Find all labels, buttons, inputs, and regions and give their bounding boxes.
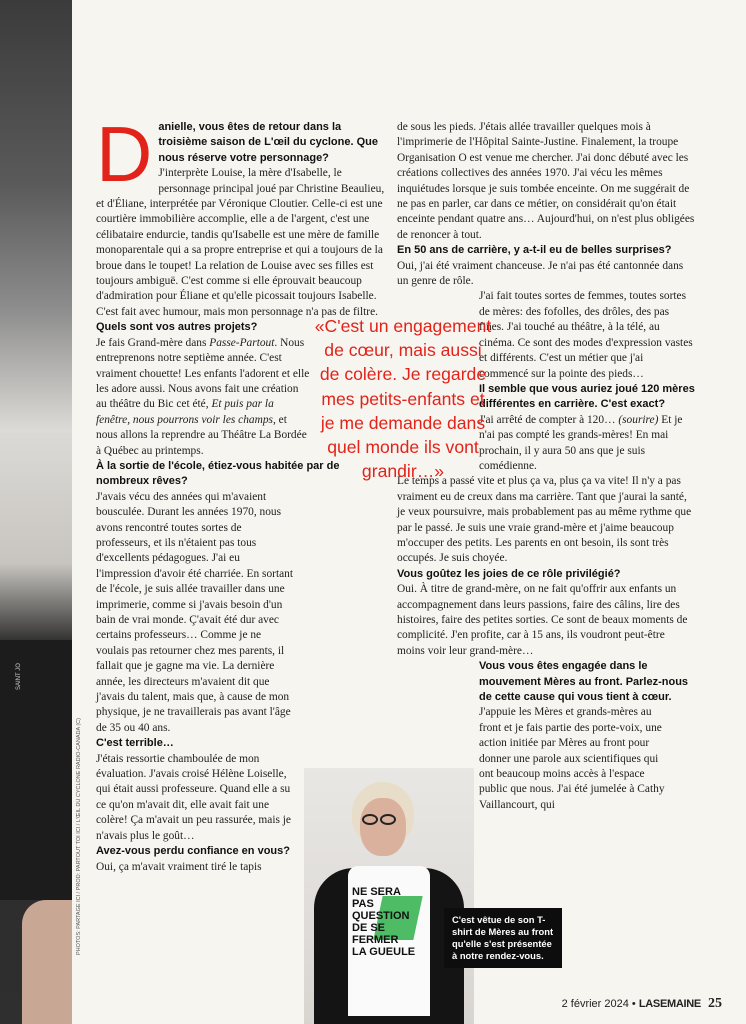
drop-cap: D	[96, 110, 153, 198]
answer-2-title: Passe-Partout	[209, 336, 275, 349]
question-5: Avez-vous perdu confiance en vous?	[96, 845, 290, 858]
page-number: 25	[708, 996, 722, 1011]
answer-9: J'appuie les Mères et grands-mères au front et je fais partie des porte-voix, une action initiée par Mères au front pour donner une parole aux scientifiques qui ont beaucoup moins accès à l'espace public que nous. J'ai été jumelée à Cathy Vaillancourt, qui	[479, 706, 665, 811]
page-footer	[562, 996, 722, 1012]
answer-4: J'étais ressortie chamboulée de mon évaluation. J'avais croisé Hélène Loiselle, qui était aussi professeure. Quand elle a su ce qu'on m'avait dit, elle avait fait une colère! Ça m'avait un peu rassurée, mais je n'avais plus le goût…	[96, 752, 291, 842]
answer-7: Le temps a passé vite et plus ça va, plus ça va vite! Il n'y a pas vraiment eu de creux dans ma carrière. Tant que j'aurai la santé, je veux poursuivre, mais probablement pas au même rythme que par le passé. Je suis une vraie grand-mère et j'aime beaucoup m'occuper des petits. Les parents en ont besoin, ils sont très occupés. Je suis choyée.	[397, 475, 692, 565]
portrait-photo	[304, 768, 474, 1024]
photo-credits: PHOTOS: PARTAGE ICI / PROD: PARTOUT TOI ICI / L'ŒIL DU CYCLONE RADIO-CANADA (C)	[76, 718, 82, 955]
glasses-icon	[362, 812, 404, 824]
question-2: Quels sont vos autres projets?	[96, 321, 258, 334]
tshirt-slogan: NE SERA PAS QUESTION DE SE FERMER LA GUEULE	[352, 886, 416, 958]
question-8: Vous goûtez les joies de ce rôle privilégié?	[397, 567, 621, 580]
answer-2: Je fais Grand-mère dans Passe-Partout. Nous entreprenons notre septième année. C'est vraiment chouette! Les enfants l'adorent et elle les adore aussi. Nous avons fait une création au théâtre du Bic cet été, Et puis par la fenêtre, nous pourrons voir les champs, et nous allons la reprendre au Théâtre La Bordée à Québec au printemps.	[96, 336, 310, 457]
answer-6: J'ai fait toutes sortes de femmes, toutes sortes de mères: des fofolles, des drôles, des pas fines. J'ai touché au théâtre, à la télé, au cinéma. Ce sont des modes d'expression vastes et différents. C'est un métier que j'ai commencé sur la pointe des pieds…	[479, 290, 693, 380]
answer-1: J'interprète Louise, la mère d'Isabelle, le personnage principal joué par Christine Beaulieu, et d'Éliane, interprétée par Véronique Cloutier. Celle-ci est une courtière immobilière accomplie, elle a de l'argent, c'est une célibataire endurcie, tandis qu'Isabelle est une mère de famille monoparentale qui a sa propre entreprise et qui a toujours de la broue dans le toupet! La relation de Louise avec ses filles est toujours ambiguë. C'est comme si elle éprouvait beaucoup d'admiration pour Éliane et qu'elle picossait toujours Isabelle. C'est fait avec humour, mais mon personnage n'a pas de filtre.	[96, 167, 385, 318]
article-column-1	[96, 110, 392, 875]
side-photo-strip	[0, 0, 72, 1024]
answer-6-lead: Oui, j'ai été vraiment chanceuse. Je n'ai pas été cantonnée dans un genre de rôle.	[397, 259, 684, 288]
strip-hand	[22, 900, 72, 1024]
pull-quote: «C'est un engagement de cœur, mais aussi de colère. Je regarde mes petits-enfants et je me demande dans quel monde ils vont grandir…»	[314, 316, 492, 482]
question-3: À la sortie de l'école, étiez-vous habitée par de nombreux rêves?	[96, 459, 340, 488]
question-7: Il semble que vous auriez joué 120 mères différentes en carrière. C'est exact?	[479, 382, 695, 411]
answer-2-play-title: Et puis par la fenêtre, nous pourrons voir les champs,	[96, 398, 276, 426]
footer-separator: •	[631, 998, 636, 1010]
answer-3: J'avais vécu des années qui m'avaient bousculée. Durant les années 1970, nous avons rencontré toutes sortes de professeurs, et ils n'étaient pas tous d'excellents pédagogues. J'ai eu l'impression d'avoir été charriée. En sortant de l'école, je suis allée travailler dans une imprimerie, comme si j'avais besoin d'un bain de vrai monde. Ç'avait été dur avec certains professeurs… Comme je ne voulais pas retourner chez mes parents, il fallait que je gagne ma vie. La dernière année, les directeurs m'avaient dit que j'avais du talent, mais que, à cause de mon physique, je ne travaillerais pas avant l'âge de 35 ou 40 ans.	[96, 490, 294, 734]
strip-shirt-text: SAINT JO	[16, 663, 22, 690]
question-9: Vous vous êtes engagée dans le mouvement Mères au front. Parlez-nous de cette cause qui vous tient à cœur.	[479, 660, 689, 704]
question-1: anielle, vous êtes de retour dans la troisième saison de L'œil du cyclone. Que nous réserve votre personnage?	[158, 121, 378, 164]
answer-5-continued: de sous les pieds. J'étais allée travailler quelques mois à l'imprimerie de l'Hôpital Sainte-Justine. Finalement, la troupe Organisation O est venue me chercher. J'ai donc débuté avec les créations collectives des années 1970. J'ai vécu les mêmes inquiétudes lorsque je suis tombée enceinte. On me suggérait de ne pas en parler, car dans ce métier, on considérait qu'on était enceinte pendant quatre ans… Aujourd'hui, on n'est plus obligées de renoncer à tout.	[397, 121, 695, 241]
photo-caption: C'est vêtue de son T-shirt de Mères au front qu'elle s'est présentée à notre rendez-vous.	[444, 908, 562, 968]
issue-date: 2 février 2024	[561, 998, 629, 1010]
photo-face	[360, 798, 406, 856]
question-4: C'est terrible…	[96, 737, 174, 750]
strip-shirt	[0, 640, 72, 900]
question-6: En 50 ans de carrière, y a-t-il eu de belles surprises?	[397, 244, 672, 257]
answer-7-side: J'ai arrêté de compter à 120… (sourire) Et je n'ai pas compté les grands-mères! En mai prochain, il y aura 50 ans que je suis comédienne.	[479, 413, 683, 472]
answer-8: Oui. À titre de grand-mère, on ne fait qu'offrir aux enfants un accompagnement dans leurs passions, faire des câlins, lire des histoires, faire des petites sorties. Ce sont de beaux moments de complicité. J'en profite, car à 15 ans, ils voudront peut-être moins voir leur grand-mère…	[397, 583, 688, 657]
magazine-brand: LASEMAINE	[638, 998, 701, 1010]
answer-5: Oui, ça m'avait vraiment tiré le tapis	[96, 860, 262, 873]
